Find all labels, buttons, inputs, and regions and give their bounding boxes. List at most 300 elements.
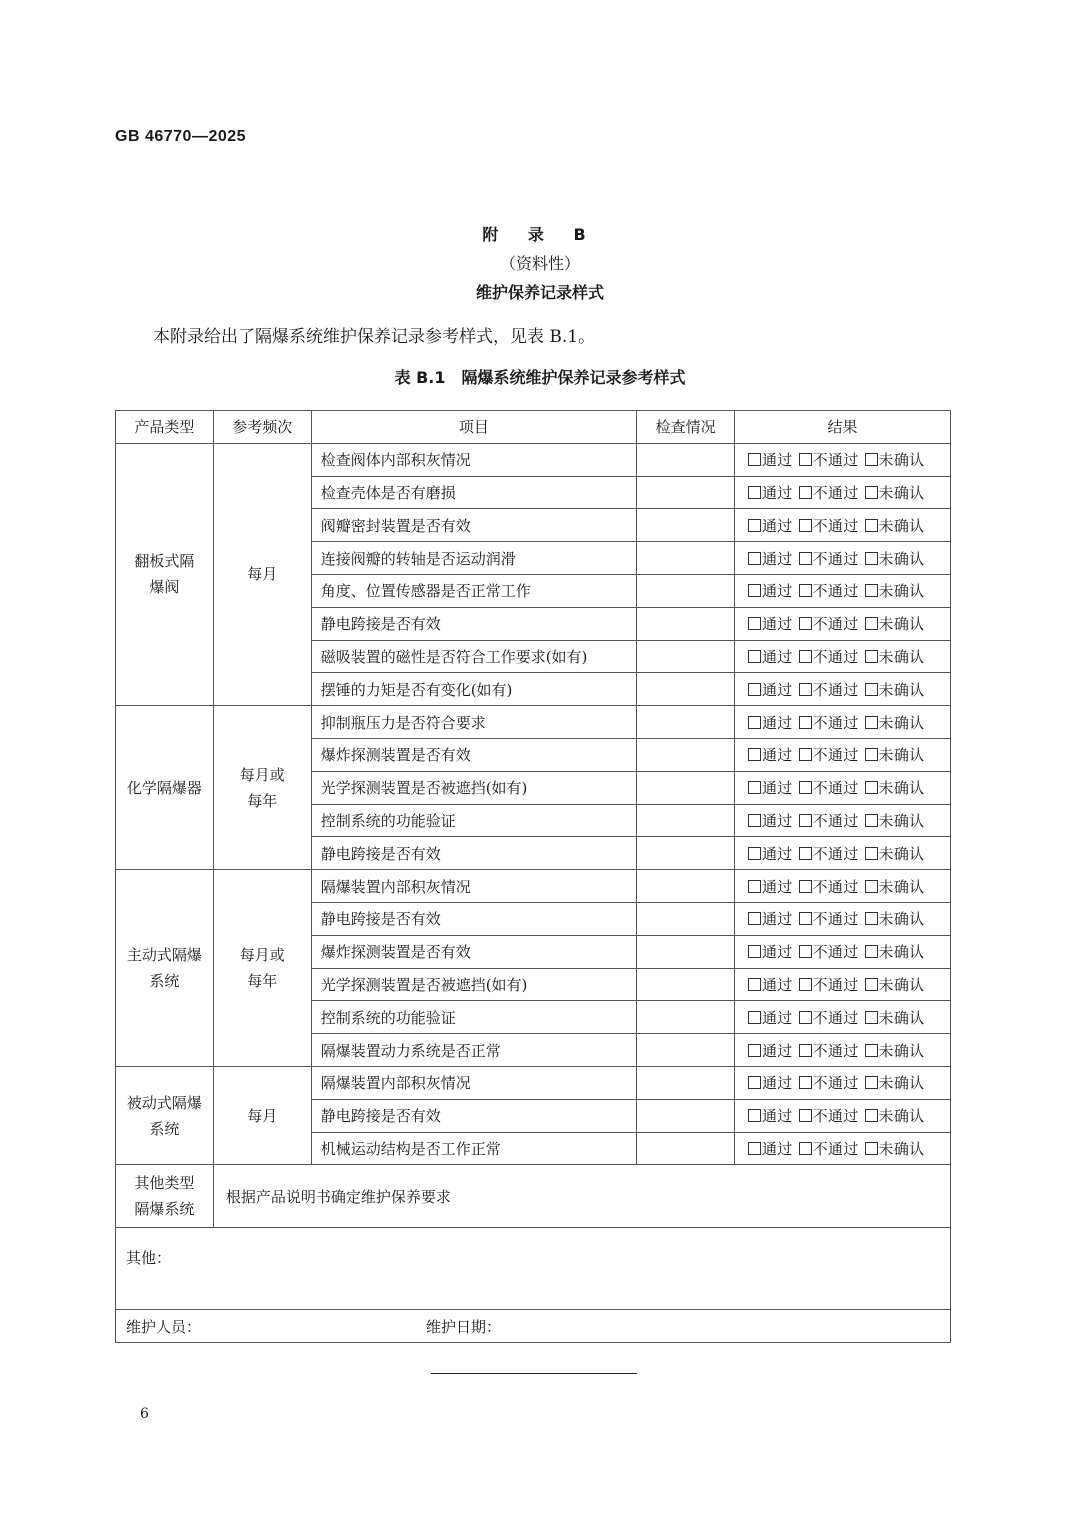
checkbox-icon[interactable] [748, 683, 761, 696]
notes-cell[interactable] [116, 1228, 951, 1310]
cell-line: 翻板式隔 [134, 552, 195, 571]
result-cell [735, 574, 951, 607]
result-option[interactable] [799, 484, 859, 502]
result-cell [735, 1001, 951, 1034]
checkbox-icon[interactable] [865, 945, 878, 958]
inspection-cell[interactable] [637, 706, 735, 739]
result-option-label: 通过 [762, 1074, 793, 1093]
result-option-label: 通过 [762, 1139, 793, 1158]
checkbox-icon[interactable] [748, 912, 761, 925]
result-option-label: 不通过 [812, 1041, 859, 1060]
inspection-cell[interactable] [637, 476, 735, 509]
result-option[interactable] [865, 1042, 925, 1060]
notes-row [116, 1228, 951, 1310]
result-option[interactable] [799, 648, 859, 666]
result-option-label: 未确认 [878, 746, 925, 765]
checkbox-icon[interactable] [799, 912, 812, 925]
checkbox-icon[interactable] [865, 683, 878, 696]
inspection-cell[interactable] [637, 542, 735, 575]
result-option[interactable] [799, 845, 859, 863]
page-number: 6 [140, 1406, 149, 1422]
table-row [116, 706, 951, 739]
checkbox-icon[interactable] [865, 1109, 878, 1122]
frequency-cell [213, 1066, 311, 1164]
cell-line: 每月或 [239, 946, 285, 965]
item-cell: 光学探测装置是否被遮挡(如有) [311, 968, 636, 1001]
item-cell: 角度、位置传感器是否正常工作 [311, 574, 636, 607]
result-option[interactable] [865, 976, 925, 994]
result-cell [735, 607, 951, 640]
table-caption: 表 B.1 隔爆系统维护保养记录参考样式 [394, 368, 686, 387]
checkbox-icon[interactable] [799, 1011, 812, 1024]
cell-line: 每月 [247, 1106, 278, 1125]
result-cell [735, 1066, 951, 1099]
checkbox-icon[interactable] [748, 814, 761, 827]
checkbox-icon[interactable] [799, 584, 812, 597]
checkbox-icon[interactable] [748, 453, 761, 466]
header-row [116, 411, 951, 444]
result-option-label: 通过 [762, 779, 793, 798]
checkbox-icon[interactable] [865, 519, 878, 532]
result-cell [735, 1034, 951, 1067]
item-cell: 检查壳体是否有磨损 [311, 476, 636, 509]
frequency-cell [213, 443, 311, 705]
result-option[interactable] [748, 681, 793, 699]
result-option[interactable] [748, 1074, 793, 1092]
result-option-label: 通过 [762, 1008, 793, 1027]
result-option[interactable] [799, 714, 859, 732]
result-option-label: 未确认 [878, 680, 925, 699]
checkbox-icon[interactable] [799, 1142, 812, 1155]
checkbox-icon[interactable] [865, 552, 878, 565]
inspection-cell[interactable] [637, 607, 735, 640]
result-option[interactable] [799, 878, 859, 896]
product-type-cell [116, 1066, 214, 1164]
result-option[interactable] [799, 779, 859, 797]
frequency-cell [213, 706, 311, 870]
result-option[interactable] [799, 1140, 859, 1158]
item-cell: 隔爆装置内部积灰情况 [311, 870, 636, 903]
result-cell [735, 542, 951, 575]
result-option-label: 未确认 [878, 910, 925, 929]
inspection-cell[interactable] [637, 1132, 735, 1165]
product-type-cell [116, 443, 214, 705]
result-option[interactable] [799, 451, 859, 469]
result-option[interactable] [865, 1140, 925, 1158]
result-option-label: 通过 [762, 615, 793, 634]
item-cell: 静电跨接是否有效 [311, 607, 636, 640]
result-option[interactable] [748, 1009, 793, 1027]
checkbox-icon[interactable] [748, 617, 761, 630]
item-cell: 静电跨接是否有效 [311, 837, 636, 870]
result-option[interactable] [748, 845, 793, 863]
checkbox-icon[interactable] [799, 945, 812, 958]
checkbox-icon[interactable] [799, 486, 812, 499]
item-cell: 静电跨接是否有效 [311, 1099, 636, 1132]
checkbox-icon[interactable] [748, 650, 761, 663]
result-cell [735, 935, 951, 968]
result-option-label: 通过 [762, 582, 793, 601]
result-option-label: 不通过 [812, 1107, 859, 1126]
checkbox-icon[interactable] [799, 1044, 812, 1057]
inspection-cell[interactable] [637, 509, 735, 542]
checkbox-icon[interactable] [865, 650, 878, 663]
result-option[interactable] [865, 779, 925, 797]
result-cell [735, 476, 951, 509]
result-cell [735, 443, 951, 476]
item-cell: 抑制瓶压力是否符合要求 [311, 706, 636, 739]
result-option-label: 未确认 [878, 943, 925, 962]
other-type-cell [116, 1165, 214, 1228]
result-option-label: 通过 [762, 1041, 793, 1060]
result-option[interactable] [865, 845, 925, 863]
result-option[interactable] [748, 550, 793, 568]
result-option-label: 不通过 [812, 1074, 859, 1093]
result-option[interactable] [865, 582, 925, 600]
inspection-cell[interactable] [637, 738, 735, 771]
result-option[interactable] [865, 1074, 925, 1092]
cell-line: 其他类型 [134, 1174, 195, 1193]
appendix-nature: （资料性） [499, 254, 580, 273]
checkbox-icon[interactable] [865, 880, 878, 893]
result-option-label: 未确认 [878, 451, 925, 470]
checkbox-icon[interactable] [865, 453, 878, 466]
inspection-cell[interactable] [637, 640, 735, 673]
result-option[interactable] [799, 1074, 859, 1092]
result-option-label: 未确认 [878, 844, 925, 863]
maintenance-record-table [115, 410, 951, 1343]
checkbox-icon[interactable] [865, 814, 878, 827]
table-row [116, 870, 951, 903]
result-option-label: 通过 [762, 647, 793, 666]
checkbox-icon[interactable] [748, 781, 761, 794]
inspection-cell[interactable] [637, 870, 735, 903]
result-option-label: 未确认 [878, 483, 925, 502]
item-cell: 控制系统的功能验证 [311, 1001, 636, 1034]
result-option-label: 不通过 [812, 647, 859, 666]
result-option[interactable] [865, 1009, 925, 1027]
notes-label: 其他： [126, 1249, 172, 1268]
result-cell [735, 968, 951, 1001]
checkbox-icon[interactable] [748, 1109, 761, 1122]
checkbox-icon[interactable] [799, 453, 812, 466]
inspection-cell[interactable] [637, 837, 735, 870]
maintenance-date-label: 维护日期： [426, 1317, 502, 1336]
result-cell [735, 870, 951, 903]
checkbox-icon[interactable] [748, 945, 761, 958]
checkbox-icon[interactable] [799, 748, 812, 761]
inspection-cell[interactable] [637, 902, 735, 935]
checkbox-icon[interactable] [799, 716, 812, 729]
result-cell [735, 902, 951, 935]
result-option-label: 通过 [762, 943, 793, 962]
checkbox-icon[interactable] [799, 650, 812, 663]
result-option[interactable] [799, 812, 859, 830]
result-option[interactable] [748, 451, 793, 469]
other-type-row [116, 1165, 951, 1228]
result-cell [735, 640, 951, 673]
frequency-cell [213, 870, 311, 1067]
checkbox-icon[interactable] [748, 978, 761, 991]
result-option[interactable] [865, 1107, 925, 1125]
inspection-cell[interactable] [637, 1001, 735, 1034]
checkbox-icon[interactable] [799, 683, 812, 696]
item-cell: 静电跨接是否有效 [311, 902, 636, 935]
result-option[interactable] [799, 550, 859, 568]
result-option[interactable] [865, 517, 925, 535]
checkbox-icon[interactable] [865, 584, 878, 597]
result-option-label: 未确认 [878, 647, 925, 666]
inspection-cell[interactable] [637, 804, 735, 837]
inspection-cell[interactable] [637, 443, 735, 476]
result-cell [735, 706, 951, 739]
result-option-label: 未确认 [878, 1008, 925, 1027]
result-option[interactable] [799, 1009, 859, 1027]
result-option-label: 不通过 [812, 910, 859, 929]
result-option[interactable] [865, 681, 925, 699]
result-option[interactable] [799, 615, 859, 633]
result-option[interactable] [799, 943, 859, 961]
item-cell: 隔爆装置内部积灰情况 [311, 1066, 636, 1099]
result-cell [735, 509, 951, 542]
result-option[interactable] [865, 451, 925, 469]
result-option-label: 未确认 [878, 1107, 925, 1126]
item-cell: 检查阀体内部积灰情况 [311, 443, 636, 476]
table-row [116, 1066, 951, 1099]
result-option[interactable] [799, 1042, 859, 1060]
result-option[interactable] [748, 484, 793, 502]
item-cell: 控制系统的功能验证 [311, 804, 636, 837]
result-option[interactable] [748, 1042, 793, 1060]
checkbox-icon[interactable] [865, 617, 878, 630]
result-option-label: 不通过 [812, 1008, 859, 1027]
result-option-label: 通过 [762, 680, 793, 699]
checkbox-icon[interactable] [799, 519, 812, 532]
result-option[interactable] [748, 517, 793, 535]
end-rule [431, 1373, 637, 1374]
checkbox-icon[interactable] [799, 781, 812, 794]
result-option-label: 通过 [762, 844, 793, 863]
result-option-label: 通过 [762, 746, 793, 765]
checkbox-icon[interactable] [865, 1044, 878, 1057]
checkbox-icon[interactable] [865, 748, 878, 761]
checkbox-icon[interactable] [865, 716, 878, 729]
signature-cell [116, 1310, 951, 1343]
product-type-cell [116, 706, 214, 870]
appendix-heading: 维护保养记录样式 [475, 283, 604, 302]
result-option[interactable] [865, 484, 925, 502]
checkbox-icon[interactable] [748, 1011, 761, 1024]
checkbox-icon[interactable] [748, 584, 761, 597]
product-type-cell [116, 870, 214, 1067]
result-option-label: 不通过 [812, 451, 859, 470]
result-option[interactable] [865, 943, 925, 961]
result-option[interactable] [865, 878, 925, 896]
result-option[interactable] [865, 714, 925, 732]
result-option-label: 不通过 [812, 680, 859, 699]
result-option-label: 不通过 [812, 844, 859, 863]
result-option[interactable] [748, 648, 793, 666]
maintainer-label: 维护人员： [126, 1317, 202, 1336]
item-cell: 机械运动结构是否工作正常 [311, 1132, 636, 1165]
result-option-label: 通过 [762, 451, 793, 470]
checkbox-icon[interactable] [748, 552, 761, 565]
intro-paragraph: 本附录给出了隔爆系统维护保养记录参考样式，见表 B.1。 [153, 327, 596, 347]
result-option[interactable] [865, 648, 925, 666]
checkbox-icon[interactable] [799, 552, 812, 565]
inspection-cell[interactable] [637, 673, 735, 706]
checkbox-icon[interactable] [799, 1076, 812, 1089]
result-option-label: 不通过 [812, 1139, 859, 1158]
result-option-label: 通过 [762, 877, 793, 896]
checkbox-icon[interactable] [865, 486, 878, 499]
result-option-label: 通过 [762, 1107, 793, 1126]
checkbox-icon[interactable] [748, 716, 761, 729]
cell-line: 系统 [149, 1119, 180, 1138]
item-cell: 爆炸探测装置是否有效 [311, 738, 636, 771]
item-cell: 摆锤的力矩是否有变化(如有) [311, 673, 636, 706]
result-cell [735, 771, 951, 804]
result-option[interactable] [748, 910, 793, 928]
result-option[interactable] [799, 582, 859, 600]
checkbox-icon[interactable] [865, 1011, 878, 1024]
result-option-label: 未确认 [878, 713, 925, 732]
checkbox-icon[interactable] [865, 847, 878, 860]
result-option[interactable] [865, 615, 925, 633]
result-cell [735, 804, 951, 837]
inspection-cell[interactable] [637, 1034, 735, 1067]
result-cell [735, 837, 951, 870]
result-option[interactable] [799, 746, 859, 764]
checkbox-icon[interactable] [748, 1044, 761, 1057]
table-body [116, 411, 951, 1343]
checkbox-icon[interactable] [748, 519, 761, 532]
cell-line: 主动式隔爆 [126, 946, 202, 965]
cell-line: 隔爆系统 [134, 1200, 195, 1219]
inspection-cell[interactable] [637, 1066, 735, 1099]
result-option[interactable] [748, 943, 793, 961]
result-option-label: 未确认 [878, 779, 925, 798]
result-option-label: 未确认 [878, 615, 925, 634]
result-option[interactable] [748, 582, 793, 600]
result-option[interactable] [748, 1140, 793, 1158]
result-option-label: 不通过 [812, 811, 859, 830]
result-option[interactable] [799, 910, 859, 928]
checkbox-icon[interactable] [748, 748, 761, 761]
checkbox-icon[interactable] [748, 880, 761, 893]
result-option[interactable] [748, 714, 793, 732]
checkbox-icon[interactable] [865, 1076, 878, 1089]
item-cell: 隔爆装置动力系统是否正常 [311, 1034, 636, 1067]
result-cell [735, 738, 951, 771]
result-option-label: 通过 [762, 549, 793, 568]
cell-line: 每月 [247, 565, 278, 584]
checkbox-icon[interactable] [799, 880, 812, 893]
result-option-label: 未确认 [878, 975, 925, 994]
result-option-label: 未确认 [878, 516, 925, 535]
result-option-label: 未确认 [878, 811, 925, 830]
item-cell: 磁吸装置的磁性是否符合工作要求(如有) [311, 640, 636, 673]
checkbox-icon[interactable] [748, 1142, 761, 1155]
result-option-label: 不通过 [812, 516, 859, 535]
inspection-cell[interactable] [637, 1099, 735, 1132]
result-option-label: 未确认 [878, 877, 925, 896]
checkbox-icon[interactable] [799, 1109, 812, 1122]
result-option-label: 不通过 [812, 943, 859, 962]
inspection-cell[interactable] [637, 771, 735, 804]
cell-line: 爆阀 [149, 578, 180, 597]
result-option-label: 不通过 [812, 877, 859, 896]
checkbox-icon[interactable] [865, 912, 878, 925]
result-option[interactable] [799, 976, 859, 994]
checkbox-icon[interactable] [799, 847, 812, 860]
item-cell: 爆炸探测装置是否有效 [311, 935, 636, 968]
checkbox-icon[interactable] [748, 847, 761, 860]
result-option[interactable] [799, 517, 859, 535]
header-frequency: 参考频次 [213, 411, 311, 444]
result-option[interactable] [865, 746, 925, 764]
result-option[interactable] [799, 681, 859, 699]
result-option[interactable] [748, 779, 793, 797]
inspection-cell[interactable] [637, 968, 735, 1001]
result-option-label: 通过 [762, 811, 793, 830]
checkbox-icon[interactable] [865, 1142, 878, 1155]
header-item: 项目 [311, 411, 636, 444]
cell-line: 每年 [247, 791, 278, 810]
result-option-label: 通过 [762, 910, 793, 929]
result-option[interactable] [748, 976, 793, 994]
result-option-label: 通过 [762, 516, 793, 535]
checkbox-icon[interactable] [865, 978, 878, 991]
result-option-label: 不通过 [812, 746, 859, 765]
result-option[interactable] [865, 812, 925, 830]
result-option-label: 未确认 [878, 1074, 925, 1093]
checkbox-icon[interactable] [799, 617, 812, 630]
result-option[interactable] [748, 878, 793, 896]
result-option[interactable] [865, 910, 925, 928]
table-row [116, 443, 951, 476]
checkbox-icon[interactable] [865, 781, 878, 794]
result-option-label: 未确认 [878, 1139, 925, 1158]
result-option[interactable] [748, 746, 793, 764]
result-option[interactable] [865, 550, 925, 568]
result-option[interactable] [748, 615, 793, 633]
cell-line: 化学隔爆器 [126, 778, 202, 797]
result-option-label: 通过 [762, 713, 793, 732]
result-option-label: 未确认 [878, 582, 925, 601]
result-cell [735, 1132, 951, 1165]
result-option-label: 不通过 [812, 483, 859, 502]
inspection-cell[interactable] [637, 574, 735, 607]
inspection-cell[interactable] [637, 935, 735, 968]
result-option-label: 不通过 [812, 549, 859, 568]
result-option[interactable] [748, 812, 793, 830]
cell-line: 每月或 [239, 765, 285, 784]
result-option-label: 通过 [762, 975, 793, 994]
checkbox-icon[interactable] [748, 486, 761, 499]
checkbox-icon[interactable] [799, 814, 812, 827]
result-option-label: 不通过 [812, 582, 859, 601]
header-product-type: 产品类型 [116, 411, 214, 444]
checkbox-icon[interactable] [799, 978, 812, 991]
result-option-label: 不通过 [812, 975, 859, 994]
result-option[interactable] [748, 1107, 793, 1125]
cell-line: 被动式隔爆 [126, 1093, 202, 1112]
result-option[interactable] [799, 1107, 859, 1125]
result-cell [735, 673, 951, 706]
checkbox-icon[interactable] [748, 1076, 761, 1089]
result-option-label: 不通过 [812, 713, 859, 732]
